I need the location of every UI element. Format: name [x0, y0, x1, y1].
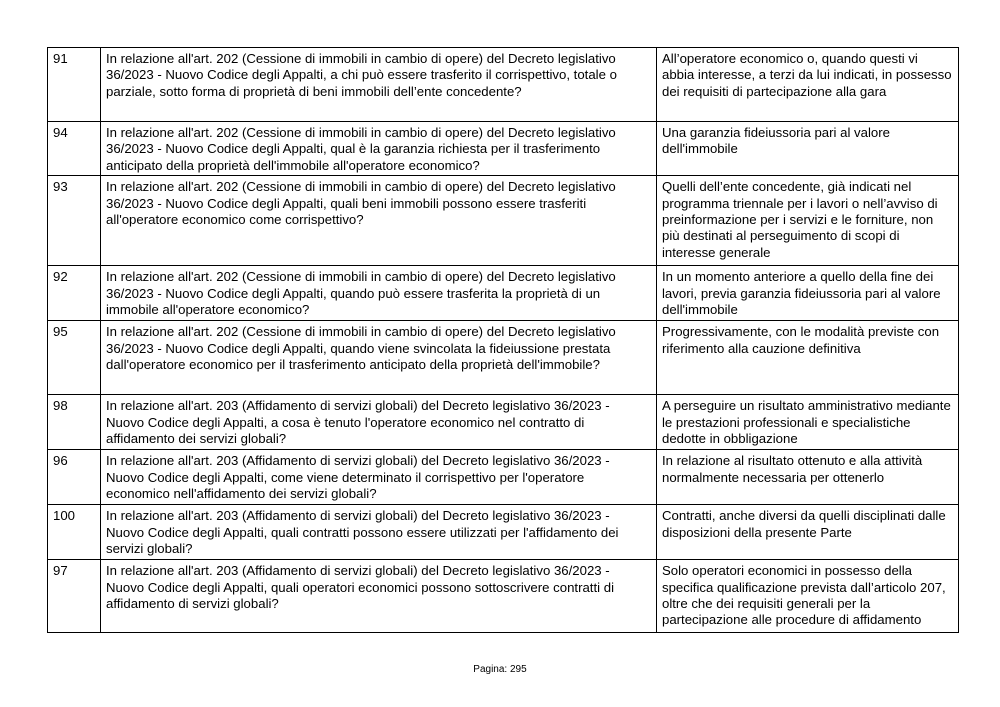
- question-text: In relazione all'art. 202 (Cessione di immobili in cambio di opere) del Decreto legislativo 36/2023 - Nuovo Codice degli Appalti, quando viene svincolata la fideiussione prestata dall'operatore economico per il trasferimento anticipato della proprietà dell'immobile?: [101, 321, 657, 395]
- answer-text: Quelli dell’ente concedente, già indicati nel programma triennale per i lavori o nell’avviso di preinformazione per i servizi e le forniture, non più destinati al perseguimento di scopi di interesse generale: [657, 176, 959, 266]
- question-text: In relazione all'art. 202 (Cessione di immobili in cambio di opere) del Decreto legislativo 36/2023 - Nuovo Codice degli Appalti, qual è la garanzia richiesta per il trasferimento anticipato della proprietà dell'immobile all'operatore economico?: [101, 122, 657, 176]
- table-row: [48, 266, 959, 321]
- question-text: In relazione all'art. 202 (Cessione di immobili in cambio di opere) del Decreto legislativo 36/2023 - Nuovo Codice degli Appalti, a chi può essere trasferito il corrispettivo, totale o parziale, sotto forma di proprietà di beni immobili dell’ente concedente?: [101, 48, 657, 122]
- question-number: 91: [48, 48, 101, 122]
- question-number: 94: [48, 122, 101, 176]
- table-row: [48, 395, 959, 450]
- answer-text: Contratti, anche diversi da quelli disciplinati dalle disposizioni della presente Parte: [657, 505, 959, 560]
- question-number: 97: [48, 560, 101, 633]
- question-text: In relazione all'art. 203 (Affidamento di servizi globali) del Decreto legislativo 36/2023 - Nuovo Codice degli Appalti, come viene determinato il corrispettivo per l'operatore economico nell'affidamento dei servizi globali?: [101, 450, 657, 505]
- table-row: [48, 48, 959, 122]
- question-text: In relazione all'art. 202 (Cessione di immobili in cambio di opere) del Decreto legislativo 36/2023 - Nuovo Codice degli Appalti, quando può essere trasferita la proprietà di un immobile all'operatore economico?: [101, 266, 657, 321]
- question-number: 93: [48, 176, 101, 266]
- question-number: 98: [48, 395, 101, 450]
- table-row: [48, 176, 959, 266]
- question-number: 92: [48, 266, 101, 321]
- table-row: [48, 321, 959, 395]
- answer-text: Solo operatori economici in possesso della specifica qualificazione prevista dall’articolo 207, oltre che dei requisiti generali per la partecipazione alle procedure di affidamento: [657, 560, 959, 633]
- table-row: [48, 505, 959, 560]
- answer-text: A perseguire un risultato amministrativo mediante le prestazioni professionali e specialistiche dedotte in obbligazione: [657, 395, 959, 450]
- question-text: In relazione all'art. 202 (Cessione di immobili in cambio di opere) del Decreto legislativo 36/2023 - Nuovo Codice degli Appalti, quali beni immobili possono essere trasferiti all'operatore economico come corrispettivo?: [101, 176, 657, 266]
- question-text: In relazione all'art. 203 (Affidamento di servizi globali) del Decreto legislativo 36/2023 - Nuovo Codice degli Appalti, a cosa è tenuto l'operatore economico nel contratto di affidamento dei servizi globali?: [101, 395, 657, 450]
- table-row: [48, 560, 959, 633]
- table-row: [48, 450, 959, 505]
- answer-text: Una garanzia fideiussoria pari al valore dell'immobile: [657, 122, 959, 176]
- page-number: Pagina: 295: [473, 664, 527, 675]
- answer-text: Progressivamente, con le modalità previste con riferimento alla cauzione definitiva: [657, 321, 959, 395]
- qa-table: [47, 47, 959, 633]
- answer-text: All’operatore economico o, quando questi vi abbia interesse, a terzi da lui indicati, in possesso dei requisiti di partecipazione alla gara: [657, 48, 959, 122]
- question-number: 95: [48, 321, 101, 395]
- answer-text: In relazione al risultato ottenuto e alla attività normalmente necessaria per ottenerlo: [657, 450, 959, 505]
- table-row: [48, 122, 959, 176]
- question-number: 96: [48, 450, 101, 505]
- answer-text: In un momento anteriore a quello della fine dei lavori, previa garanzia fideiussoria pari al valore dell'immobile: [657, 266, 959, 321]
- question-number: 100: [48, 505, 101, 560]
- question-text: In relazione all'art. 203 (Affidamento di servizi globali) del Decreto legislativo 36/2023 - Nuovo Codice degli Appalti, quali contratti possono essere utilizzati per l'affidamento dei servizi globali?: [101, 505, 657, 560]
- question-text: In relazione all'art. 203 (Affidamento di servizi globali) del Decreto legislativo 36/2023 - Nuovo Codice degli Appalti, quali operatori economici possono sottoscrivere contratti di affidamento di servizi globali?: [101, 560, 657, 633]
